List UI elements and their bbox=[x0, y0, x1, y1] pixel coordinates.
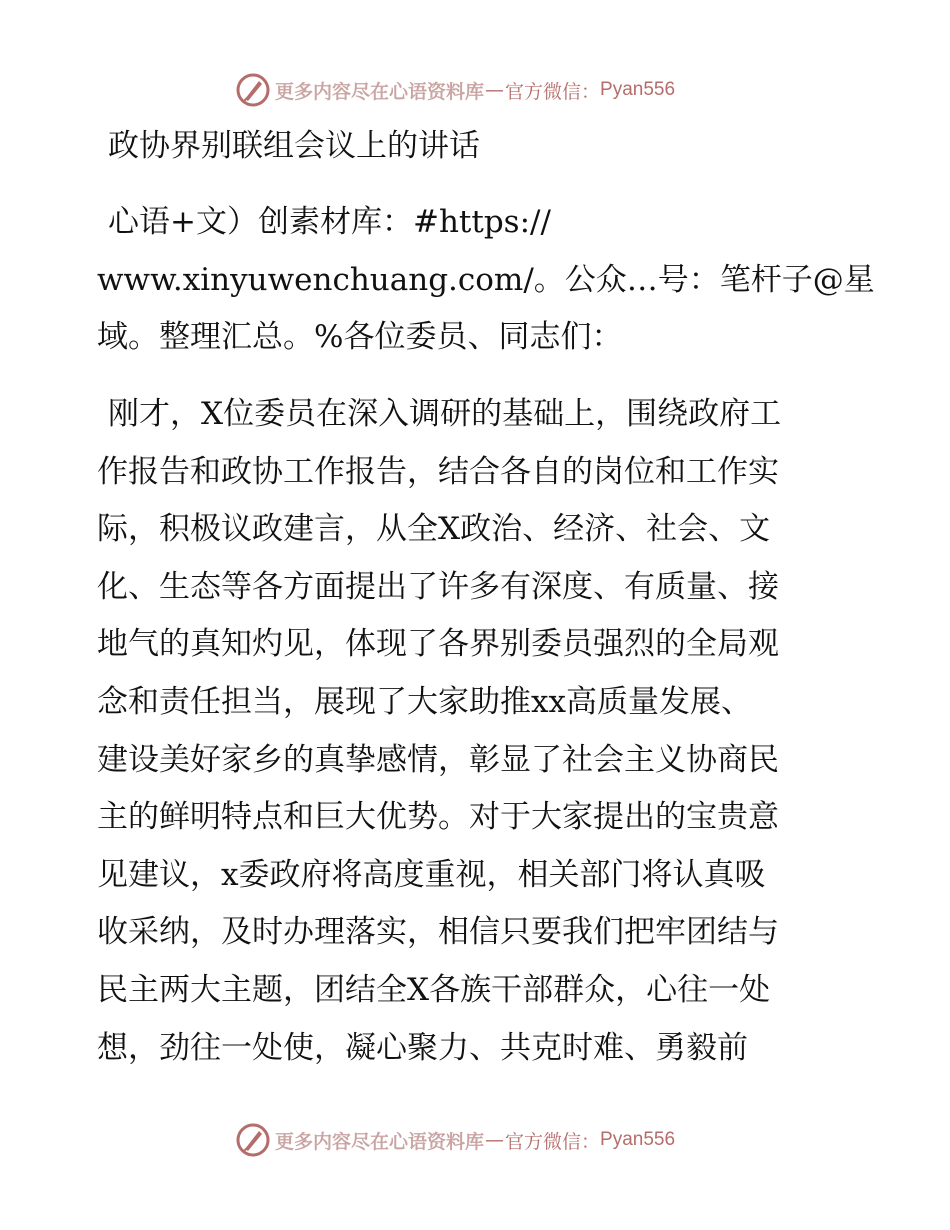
text-line: 际，积极议政建言，从全X政治、经济、社会、文 bbox=[97, 511, 771, 548]
watermark-promo-text: 更多内容尽在心语资料库 bbox=[275, 80, 485, 103]
watermark-dash: — bbox=[485, 1129, 505, 1151]
quill-pen-icon bbox=[235, 72, 271, 108]
document-title: 政协界别联组会议上的讲话 bbox=[108, 128, 480, 164]
watermark-promo-text: 更多内容尽在心语资料库 bbox=[275, 1130, 485, 1153]
text-line: 心语+文）创素材库：#https:// bbox=[108, 204, 551, 240]
watermark-dash: — bbox=[485, 79, 505, 101]
watermark-wechat-handle: Pyan556 bbox=[600, 1129, 676, 1150]
text-line: 地气的真知灼见，体现了各界别委员强烈的全局观 bbox=[97, 626, 779, 663]
text-line: 刚才，X位委员在深入调研的基础上，围绕政府工 bbox=[108, 396, 782, 432]
text-line: 想，劲往一处使，凝心聚力、共克时难、勇毅前 bbox=[97, 1029, 748, 1066]
text-line: 建设美好家乡的真挚感情，彰显了社会主义协商民 bbox=[97, 741, 779, 778]
text-line: 民主两大主题，团结全X各族干部群众，心往一处 bbox=[97, 971, 771, 1008]
text-line: 作报告和政协工作报告，结合各自的岗位和工作实 bbox=[97, 453, 779, 490]
watermark-wechat-handle: Pyan556 bbox=[600, 79, 676, 100]
text-line: 化、生态等各方面提出了许多有深度、有质量、接 bbox=[97, 568, 779, 605]
text-line: www.xinyuwenchuang.com/。公众…号：笔杆子@星 bbox=[97, 261, 875, 298]
quill-pen-icon bbox=[235, 1122, 271, 1158]
text-line: 主的鲜明特点和巨大优势。对于大家提出的宝贵意 bbox=[97, 799, 779, 836]
text-line: 念和责任担当，展现了大家助推xx高质量发展、 bbox=[97, 683, 752, 720]
text-line: 域。整理汇总。%各位委员、同志们： bbox=[97, 319, 623, 356]
text-line: 收采纳，及时办理落实，相信只要我们把牢团结与 bbox=[97, 914, 779, 951]
footer-watermark bbox=[235, 1120, 715, 1160]
text-line: 见建议，x委政府将高度重视，相关部门将认真吸 bbox=[97, 856, 766, 893]
watermark-official-label: 官方微信： bbox=[505, 80, 601, 103]
header-watermark bbox=[235, 70, 715, 110]
intro-paragraph bbox=[97, 194, 875, 367]
body-paragraph bbox=[97, 386, 857, 1077]
watermark-official-label: 官方微信： bbox=[505, 1130, 601, 1153]
